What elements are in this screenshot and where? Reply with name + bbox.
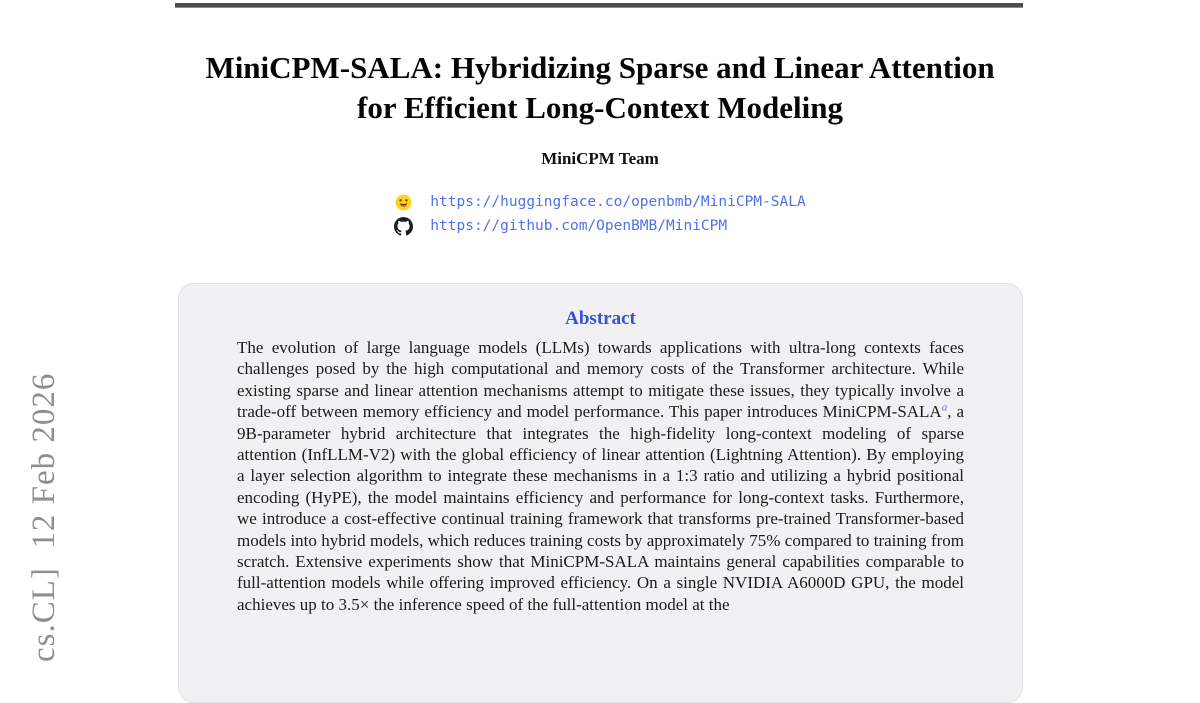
huggingface-icon	[394, 193, 413, 212]
huggingface-link-row	[394, 192, 805, 212]
github-icon	[394, 217, 413, 236]
abstract-paragraph	[237, 337, 964, 615]
abstract-text-after-footnote: , a 9B-parameter hybrid architecture that integrates the high-fidelity long-context modeling of sparse attention (InfLLM-V2) with the global efficiency of linear attention (Lightning Attention). By employing a layer selection algorithm to integrate these mechanisms in a 1:3 ratio and utilizing a hybrid positional encoding (HyPE), the model maintains efficiency and performance for long-context tasks. Furthermore, we introduce a cost-effective continual training framework that transforms pre-trained Transformer-based models into hybrid models, which reduces training costs by approximately 75% compared to training from scratch. Extensive experiments show that MiniCPM-SALA maintains general capabilities comparable to full-attention models while offering improved efficiency. On a single NVIDIA A6000D GPU, the model achieves up to 3.5× the inference speed of the full-attention model at the	[237, 402, 965, 614]
abstract-box	[178, 283, 1023, 703]
paper-title-line-2: for Efficient Long-Context Modeling	[357, 90, 843, 125]
abstract-text-before-footnote: The evolution of large language models (LLMs) towards applications with ultra-long contexts faces challenges posed by the high computational and memory costs of the Transformer architecture. While existing sparse and linear attention mechanisms attempt to mitigate these issues, they typically involve a trade-off between memory efficiency and model performance. This paper introduces MiniCPM-SALA	[237, 338, 964, 422]
author-team: MiniCPM Team	[541, 149, 659, 168]
paper-title	[0, 48, 1200, 128]
page-top-rule	[175, 3, 1023, 8]
github-link[interactable]: https://github.com/OpenBMB/MiniCPM	[430, 218, 728, 234]
arxiv-stamp: cs.CL] 12 Feb 2026	[26, 372, 62, 662]
abstract-heading: Abstract	[565, 308, 636, 329]
huggingface-link[interactable]: https://huggingface.co/openbmb/MiniCPM-SALA	[430, 194, 806, 210]
paper-title-line-1: MiniCPM-SALA: Hybridizing Sparse and Linear Attention	[205, 50, 995, 85]
footnote-marker-link[interactable]: a	[941, 401, 948, 414]
links-block	[0, 188, 1200, 240]
github-link-row	[394, 216, 805, 236]
